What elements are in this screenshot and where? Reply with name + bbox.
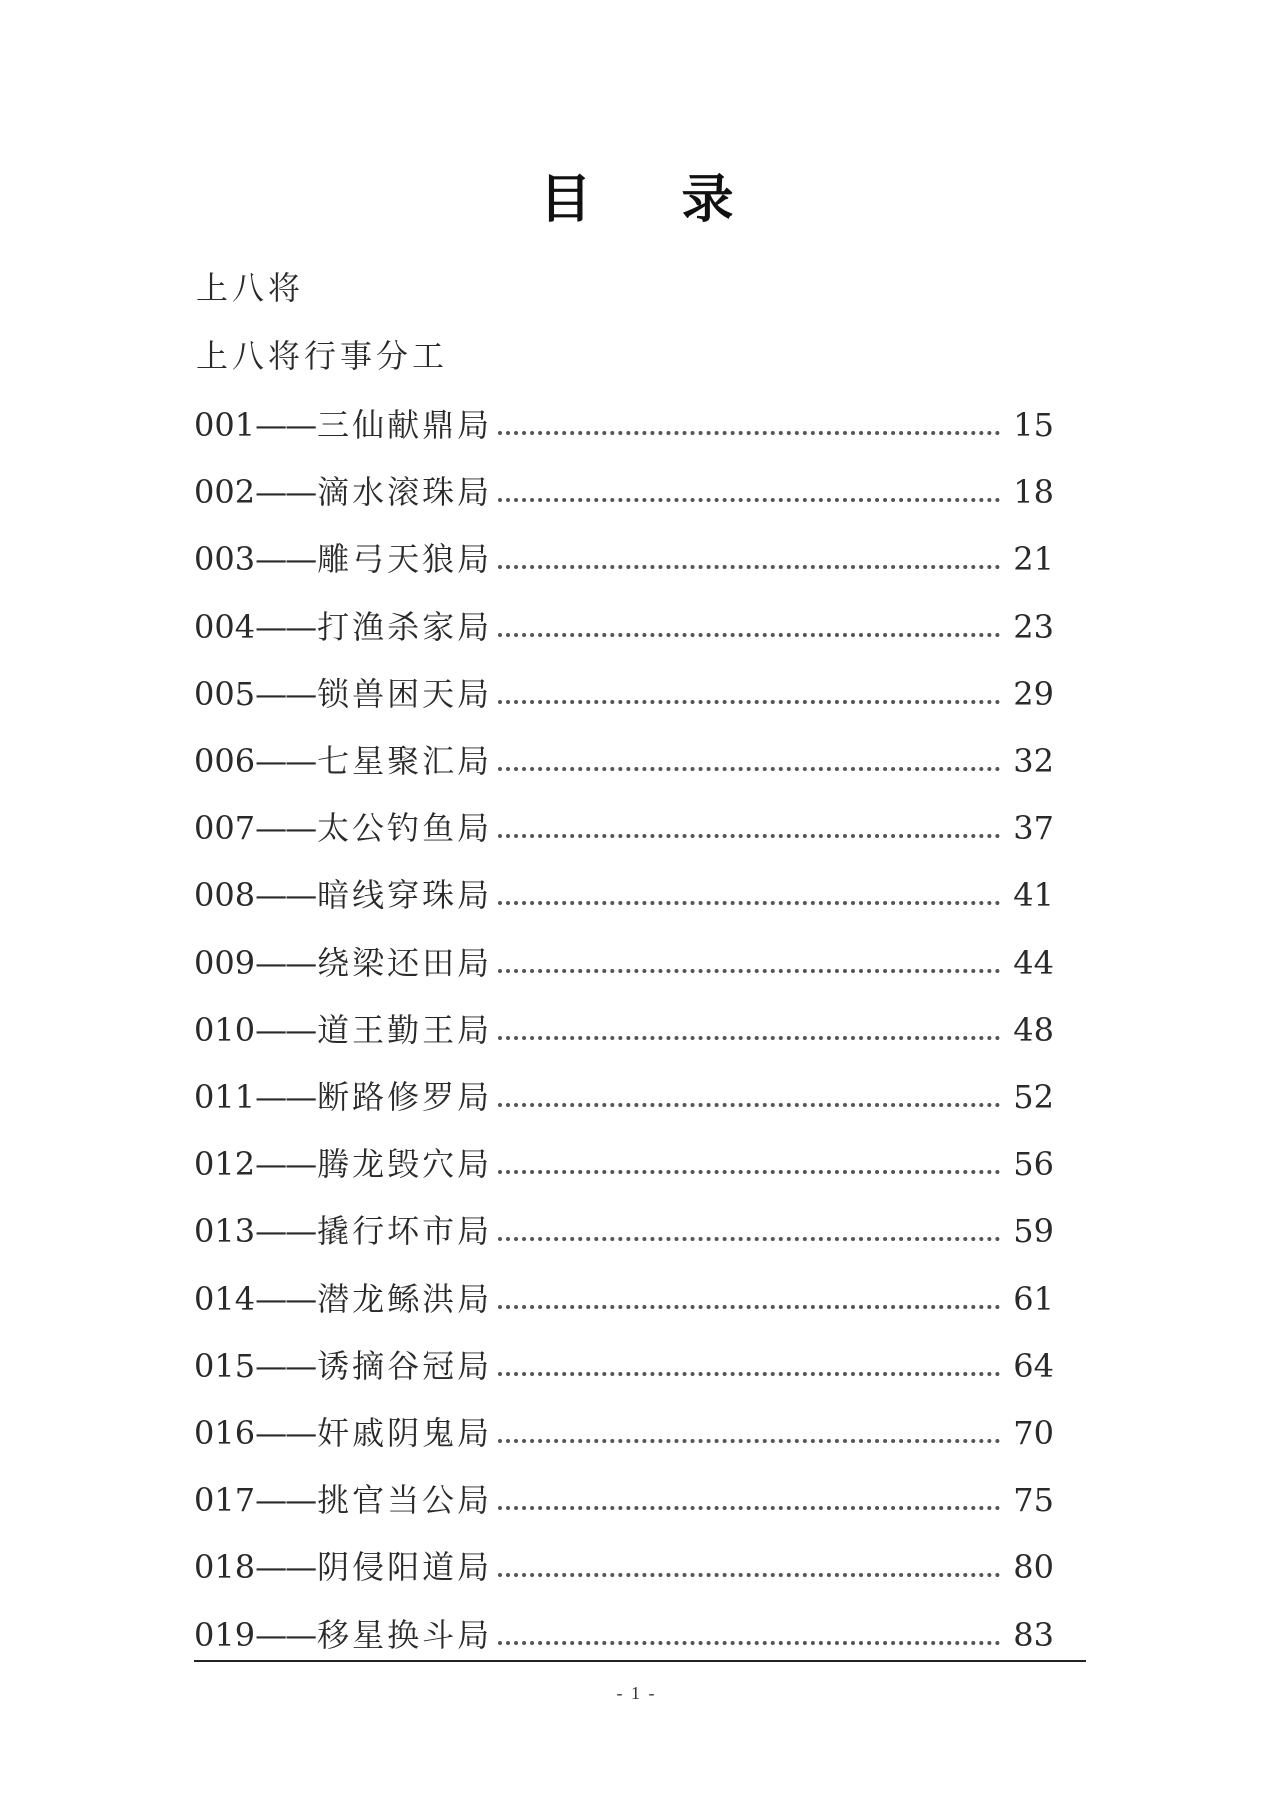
toc-entry-number: 012 bbox=[194, 1145, 256, 1184]
toc-entry-dash: —— bbox=[255, 1145, 316, 1184]
toc-entry-dash: —— bbox=[255, 674, 316, 713]
toc-dot-leader bbox=[498, 763, 1000, 771]
toc-entry-title: 七星聚汇局 bbox=[317, 742, 493, 780]
toc-entry-number: 016 bbox=[194, 1414, 256, 1452]
toc-entry[interactable] bbox=[194, 1276, 1054, 1322]
toc-entry-title: 诱摘谷冠局 bbox=[317, 1346, 493, 1385]
toc-entry-dash: —— bbox=[255, 876, 316, 915]
toc-entry-title: 锁兽困天局 bbox=[317, 674, 493, 713]
toc-entry-number: 001 bbox=[194, 406, 256, 444]
toc-entry-title: 阴侵阳道局 bbox=[317, 1548, 493, 1587]
toc-entry-number: 011 bbox=[194, 1078, 256, 1116]
toc-entry-dash: —— bbox=[255, 809, 316, 848]
toc-entry-number: 006 bbox=[194, 742, 256, 780]
toc-entry-page: 61 bbox=[1013, 1279, 1054, 1318]
toc-dot-leader bbox=[498, 1368, 1000, 1376]
toc-entry-page: 29 bbox=[1013, 674, 1054, 713]
toc-entry-dash: —— bbox=[255, 1481, 316, 1520]
toc-entry-title: 道王勤王局 bbox=[317, 1010, 493, 1049]
toc-entry-page: 15 bbox=[1013, 406, 1054, 444]
toc-entry-number: 002 bbox=[194, 473, 256, 512]
toc-entry-dash: —— bbox=[255, 540, 316, 579]
toc-dot-leader bbox=[498, 1166, 1000, 1174]
toc-entry[interactable] bbox=[194, 604, 1054, 650]
toc-dot-leader bbox=[498, 629, 1000, 637]
toc-entry-number: 003 bbox=[194, 540, 256, 579]
toc-entry-page: 23 bbox=[1013, 607, 1054, 646]
toc-entry-title: 绕梁还田局 bbox=[317, 943, 493, 982]
toc-entry[interactable] bbox=[194, 1074, 1054, 1120]
toc-entry-page: 18 bbox=[1013, 473, 1054, 512]
toc-entry-number: 004 bbox=[194, 607, 256, 646]
toc-dot-leader bbox=[498, 494, 1000, 502]
toc-entry[interactable] bbox=[194, 1208, 1054, 1254]
toc-entry-title: 移星换斗局 bbox=[317, 1615, 493, 1654]
toc-entry-title: 暗线穿珠局 bbox=[317, 876, 493, 915]
toc-entry[interactable] bbox=[194, 1544, 1054, 1590]
toc-entry-number: 010 bbox=[194, 1010, 256, 1049]
toc-entry-number: 015 bbox=[194, 1346, 256, 1385]
toc-entry-title: 滴水滚珠局 bbox=[317, 473, 493, 512]
toc-entry-page: 32 bbox=[1013, 742, 1054, 780]
toc-entry-title: 断路修罗局 bbox=[317, 1078, 493, 1116]
section-heading-2: 上八将行事分工 bbox=[196, 337, 449, 375]
toc-dot-leader bbox=[498, 1435, 1000, 1443]
toc-entry-number: 009 bbox=[194, 943, 256, 982]
toc-entry-number: 007 bbox=[194, 809, 256, 848]
toc-dot-leader bbox=[498, 1233, 1000, 1241]
toc-entry-title: 太公钓鱼局 bbox=[317, 809, 493, 848]
toc-entry-page: 70 bbox=[1013, 1414, 1054, 1452]
toc-entry-dash: —— bbox=[255, 1615, 316, 1654]
toc-entry-number: 008 bbox=[194, 876, 256, 915]
toc-entry-page: 52 bbox=[1013, 1078, 1054, 1116]
toc-entry-page: 44 bbox=[1013, 943, 1054, 982]
toc-entry-title: 奸戚阴鬼局 bbox=[317, 1414, 493, 1452]
toc-entry-number: 014 bbox=[194, 1279, 256, 1318]
toc-entry-page: 41 bbox=[1013, 876, 1054, 915]
toc-entry-dash: —— bbox=[255, 1548, 316, 1587]
toc-entry-page: 83 bbox=[1013, 1615, 1054, 1654]
toc-entry-page: 37 bbox=[1013, 809, 1054, 848]
toc-dot-leader bbox=[498, 830, 1000, 838]
toc-entry-page: 75 bbox=[1013, 1481, 1054, 1520]
toc-entry-dash: —— bbox=[255, 1010, 316, 1049]
toc-entry-title: 挑官当公局 bbox=[317, 1481, 493, 1520]
toc-entry[interactable] bbox=[194, 1477, 1054, 1523]
toc-entry[interactable] bbox=[194, 1410, 1054, 1456]
toc-entry[interactable] bbox=[194, 805, 1054, 851]
page-number: - 1 - bbox=[616, 1683, 657, 1703]
toc-entry[interactable] bbox=[194, 469, 1054, 515]
toc-entry-dash: —— bbox=[255, 1414, 316, 1452]
toc-entry-dash: —— bbox=[255, 607, 316, 646]
toc-dot-leader bbox=[498, 561, 1000, 569]
toc-entry-page: 48 bbox=[1013, 1010, 1054, 1049]
toc-entry-title: 打渔杀家局 bbox=[317, 607, 493, 646]
toc-dot-leader bbox=[498, 1301, 1000, 1309]
toc-entry-dash: —— bbox=[255, 742, 316, 780]
toc-entry-dash: —— bbox=[255, 473, 316, 512]
toc-entry[interactable] bbox=[194, 1007, 1054, 1053]
toc-entry-dash: —— bbox=[255, 943, 316, 982]
toc-entry[interactable] bbox=[194, 402, 1054, 448]
toc-entry[interactable] bbox=[194, 872, 1054, 918]
toc-dot-leader bbox=[498, 696, 1000, 704]
toc-dot-leader bbox=[498, 427, 1000, 435]
toc-entry-number: 017 bbox=[194, 1481, 256, 1520]
toc-entry[interactable] bbox=[194, 1612, 1054, 1658]
toc-dot-leader bbox=[498, 1032, 1000, 1040]
toc-entry-number: 005 bbox=[194, 674, 256, 713]
toc-entry[interactable] bbox=[194, 940, 1054, 986]
toc-entry-page: 56 bbox=[1013, 1145, 1054, 1184]
footer-rule bbox=[194, 1660, 1086, 1662]
toc-entry-dash: —— bbox=[255, 406, 316, 444]
toc-entry-page: 21 bbox=[1013, 540, 1054, 579]
toc-dot-leader bbox=[498, 1569, 1000, 1577]
toc-entry-page: 59 bbox=[1013, 1212, 1054, 1251]
toc-entry-page: 80 bbox=[1013, 1548, 1054, 1587]
toc-dot-leader bbox=[498, 1637, 1000, 1645]
section-heading-1: 上八将 bbox=[196, 269, 305, 307]
toc-entry-title: 腾龙毁穴局 bbox=[317, 1145, 493, 1184]
toc-entry[interactable] bbox=[194, 1141, 1054, 1187]
toc-dot-leader bbox=[498, 897, 1000, 905]
toc-entry-page: 64 bbox=[1013, 1346, 1054, 1385]
page-title: 目 录 bbox=[539, 169, 770, 230]
toc-entry-dash: —— bbox=[255, 1346, 316, 1385]
toc-entry-title: 撬行坏市局 bbox=[317, 1212, 493, 1251]
toc-entry-title: 潜龙鲧洪局 bbox=[317, 1279, 493, 1318]
toc-entry-dash: —— bbox=[255, 1078, 316, 1116]
toc-entry-number: 018 bbox=[194, 1548, 256, 1587]
toc-entry[interactable] bbox=[194, 738, 1054, 784]
toc-dot-leader bbox=[498, 1502, 1000, 1510]
toc-entry-dash: —— bbox=[255, 1212, 316, 1251]
toc-entry-title: 雕弓天狼局 bbox=[317, 540, 493, 579]
toc-entry[interactable] bbox=[194, 671, 1054, 717]
toc-entry-number: 019 bbox=[194, 1615, 256, 1654]
toc-dot-leader bbox=[498, 1099, 1000, 1107]
toc-entry-number: 013 bbox=[194, 1212, 256, 1251]
toc-dot-leader bbox=[498, 965, 1000, 973]
toc-entry[interactable] bbox=[194, 1343, 1054, 1389]
toc-entry-dash: —— bbox=[255, 1279, 316, 1318]
toc-entry[interactable] bbox=[194, 536, 1054, 582]
toc-entry-title: 三仙献鼎局 bbox=[317, 406, 493, 444]
